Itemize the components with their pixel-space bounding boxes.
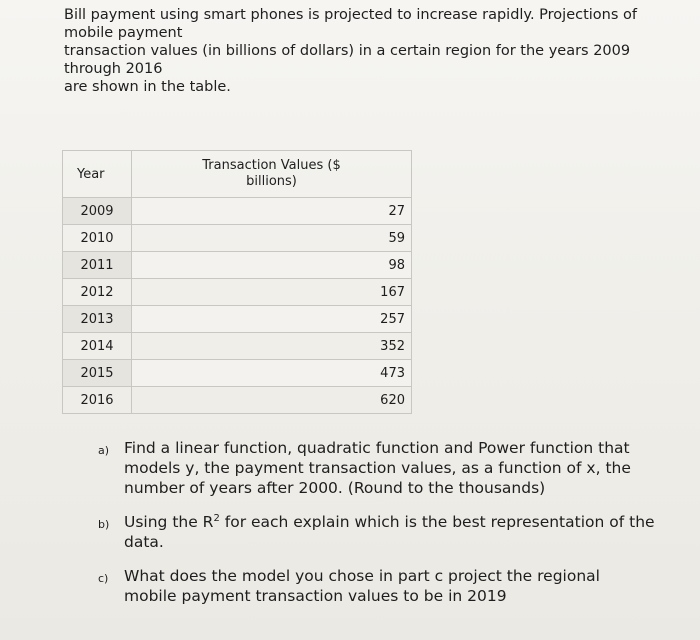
year-cell: 2010 bbox=[63, 225, 132, 252]
question-line bbox=[124, 512, 678, 532]
question-line: data. bbox=[124, 533, 164, 551]
table-row bbox=[63, 360, 412, 387]
year-cell: 2013 bbox=[63, 306, 132, 333]
question-text: for each explain which is the best representation of the bbox=[219, 513, 655, 531]
question-line: mobile payment transaction values to be in 2019 bbox=[124, 587, 507, 605]
year-cell: 2011 bbox=[63, 252, 132, 279]
question-text: Using the R bbox=[124, 513, 214, 531]
value-header-line1: Transaction Values ($ bbox=[202, 158, 341, 173]
table-row bbox=[63, 387, 412, 414]
year-cell: 2009 bbox=[63, 198, 132, 225]
intro-line: are shown in the table. bbox=[64, 79, 231, 95]
question-c bbox=[98, 566, 678, 606]
question-list bbox=[98, 438, 678, 620]
year-cell: 2012 bbox=[63, 279, 132, 306]
intro-line: Bill payment using smart phones is projected to increase rapidly. Projections of bbox=[64, 7, 638, 23]
table-row bbox=[63, 252, 412, 279]
year-column-header: Year bbox=[63, 151, 132, 198]
year-cell: 2014 bbox=[63, 333, 132, 360]
question-letter: b) bbox=[98, 518, 110, 531]
question-b bbox=[98, 512, 678, 552]
question-line: Find a linear function, quadratic function and Power function that bbox=[124, 439, 630, 457]
question-letter: c) bbox=[98, 572, 109, 585]
problem-intro bbox=[64, 6, 664, 96]
intro-line: transaction values (in billions of dollars) in a certain region for the years 2009 bbox=[64, 43, 631, 59]
table-row bbox=[63, 333, 412, 360]
value-cell: 59 bbox=[132, 225, 412, 252]
value-cell: 98 bbox=[132, 252, 412, 279]
table-row bbox=[63, 225, 412, 252]
question-letter: a) bbox=[98, 444, 110, 457]
value-cell: 257 bbox=[132, 306, 412, 333]
value-cell: 620 bbox=[132, 387, 412, 414]
value-cell: 352 bbox=[132, 333, 412, 360]
superscript: 2 bbox=[213, 512, 220, 524]
table-row bbox=[63, 279, 412, 306]
value-column-header bbox=[132, 151, 412, 198]
question-line: What does the model you chose in part c project the regional bbox=[124, 567, 600, 585]
table-header-row bbox=[63, 151, 412, 198]
table-row bbox=[63, 198, 412, 225]
question-line: models y, the payment transaction values, as a function of x, the bbox=[124, 459, 631, 477]
year-cell: 2016 bbox=[63, 387, 132, 414]
question-a bbox=[98, 438, 678, 498]
transaction-table bbox=[62, 150, 412, 414]
intro-line: through 2016 bbox=[64, 61, 163, 77]
intro-line: mobile payment bbox=[64, 25, 183, 41]
year-cell: 2015 bbox=[63, 360, 132, 387]
value-cell: 27 bbox=[132, 198, 412, 225]
question-line: number of years after 2000. (Round to the thousands) bbox=[124, 479, 546, 497]
value-cell: 167 bbox=[132, 279, 412, 306]
table-row bbox=[63, 306, 412, 333]
value-cell: 473 bbox=[132, 360, 412, 387]
value-header-line2: billions) bbox=[246, 174, 297, 189]
